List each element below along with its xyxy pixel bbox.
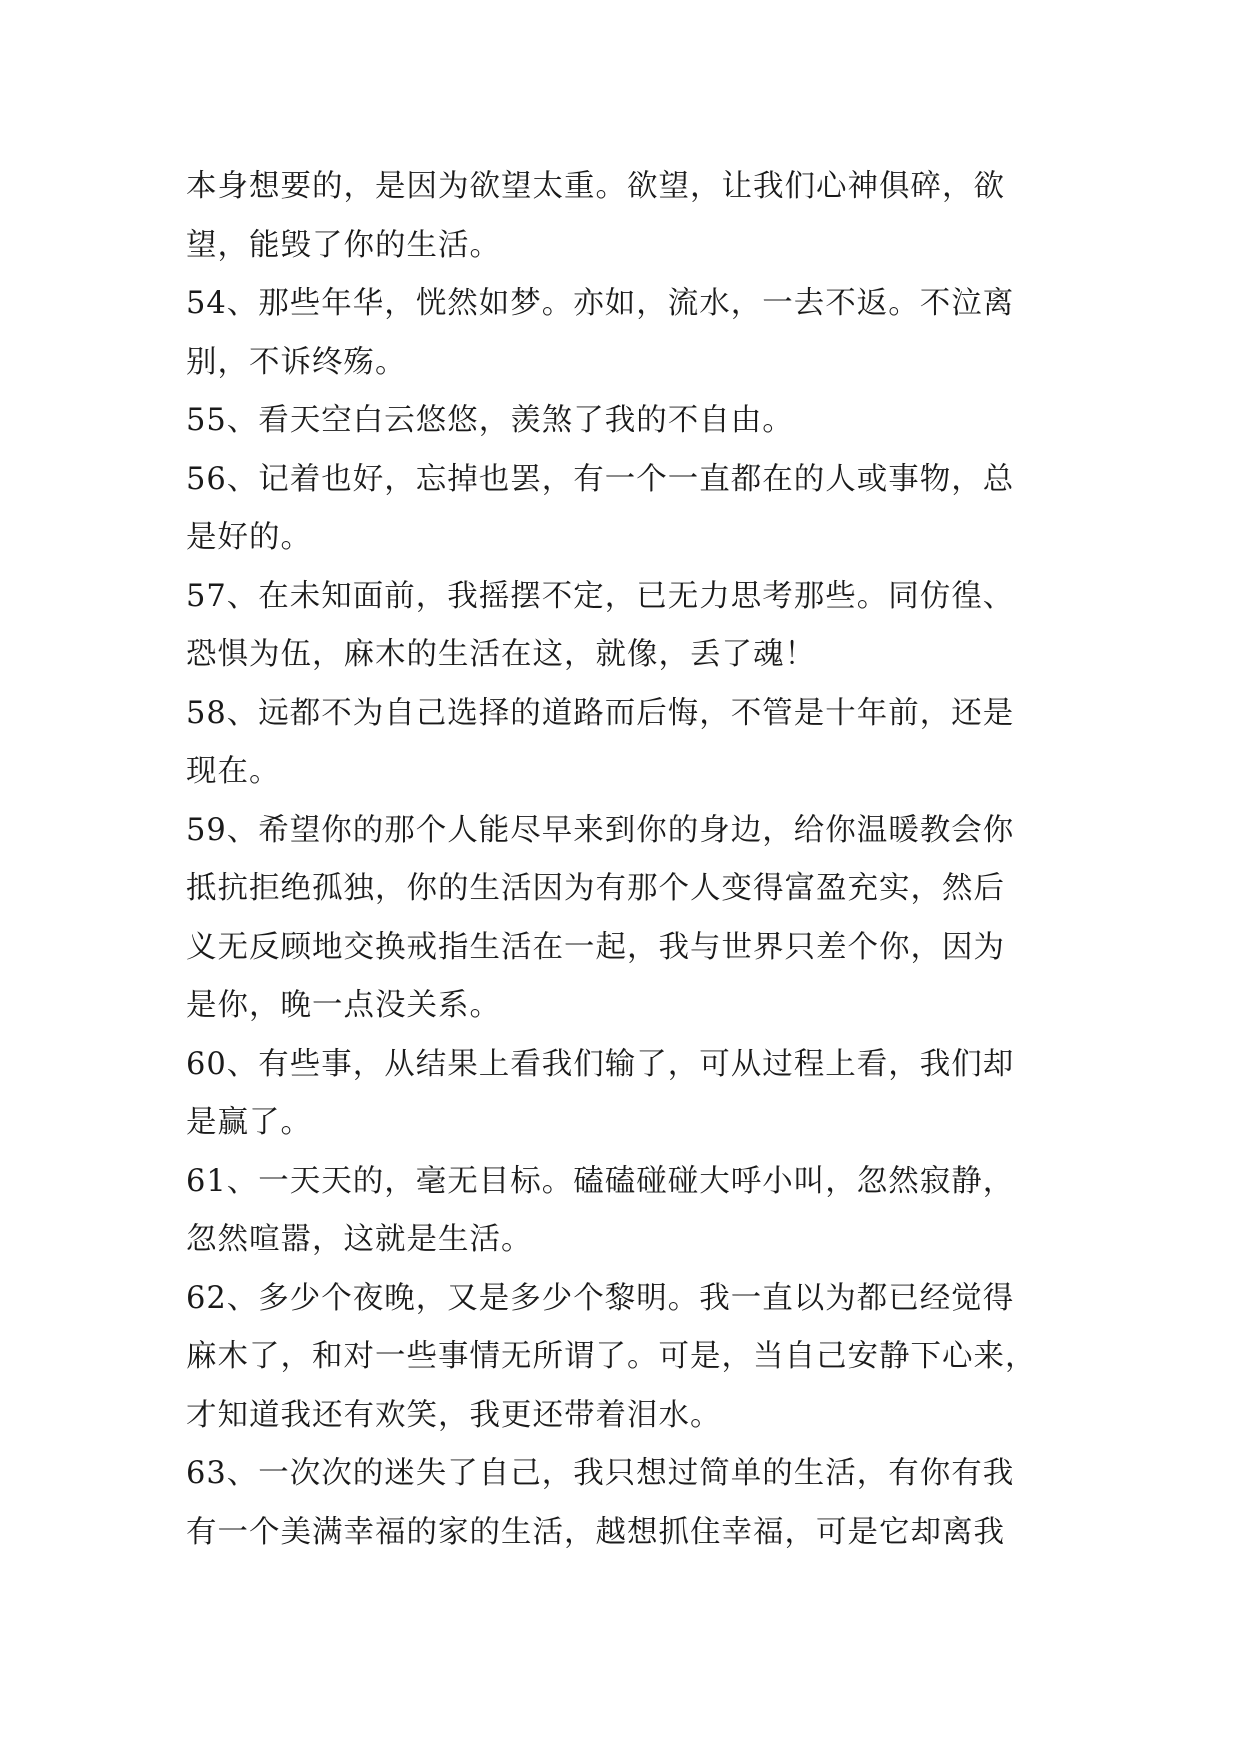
body-text [186, 158, 1086, 1562]
text-line: 现在。 [186, 754, 281, 789]
text-line: 60、有些事，从结果上看我们输了，可从过程上看，我们却 [186, 1046, 1015, 1082]
text-line: 本身想要的，是因为欲望太重。欲望，让我们心神俱碎，欲 [186, 169, 1005, 204]
text-line: 是你，晚一点没关系。 [186, 988, 501, 1023]
text-line: 义无反顾地交换戒指生活在一起，我与世界只差个你，因为 [186, 929, 1005, 965]
text-line: 57、在未知面前，我摇摆不定，已无力思考那些。同仿徨、 [186, 578, 1015, 614]
text-line: 61、一天天的，毫无目标。磕磕碰碰大呼小叫，忽然寂静， [186, 1163, 1015, 1199]
text-line: 望，能毁了你的生活。 [186, 227, 501, 263]
text-line: 麻木了，和对一些事情无所谓了。可是，当自己安静下心来， [186, 1339, 1037, 1374]
text-line: 抵抗拒绝孤独，你的生活因为有那个人变得富盈充实，然后 [186, 871, 1005, 906]
text-line: 58、远都不为自己选择的道路而后悔，不管是十年前，还是 [186, 695, 1015, 731]
text-line: 56、记着也好，忘掉也罢，有一个一直都在的人或事物，总 [186, 461, 1015, 497]
text-line: 忽然喧嚣，这就是生活。 [186, 1222, 533, 1257]
text-line: 恐惧为伍，麻木的生活在这，就像，丢了魂！ [186, 637, 816, 672]
text-line: 54、那些年华，恍然如梦。亦如，流水，一去不返。不泣离 [186, 286, 1015, 321]
text-line: 63、一次次的迷失了自己，我只想过简单的生活，有你有我 [186, 1456, 1015, 1491]
text-line: 59、希望你的那个人能尽早来到你的身边，给你温暖教会你 [186, 812, 1015, 848]
text-line: 是好的。 [186, 520, 312, 555]
text-line: 55、看天空白云悠悠，羡煞了我的不自由。 [186, 403, 794, 438]
text-line: 62、多少个夜晚，又是多少个黎明。我一直以为都已经觉得 [186, 1280, 1015, 1316]
text-line: 才知道我还有欢笑，我更还带着泪水。 [186, 1397, 722, 1433]
text-line: 别，不诉终殇。 [186, 344, 407, 380]
text-line: 有一个美满幸福的家的生活，越想抓住幸福，可是它却离我 [186, 1514, 1005, 1550]
text-line: 是赢了。 [186, 1105, 312, 1140]
